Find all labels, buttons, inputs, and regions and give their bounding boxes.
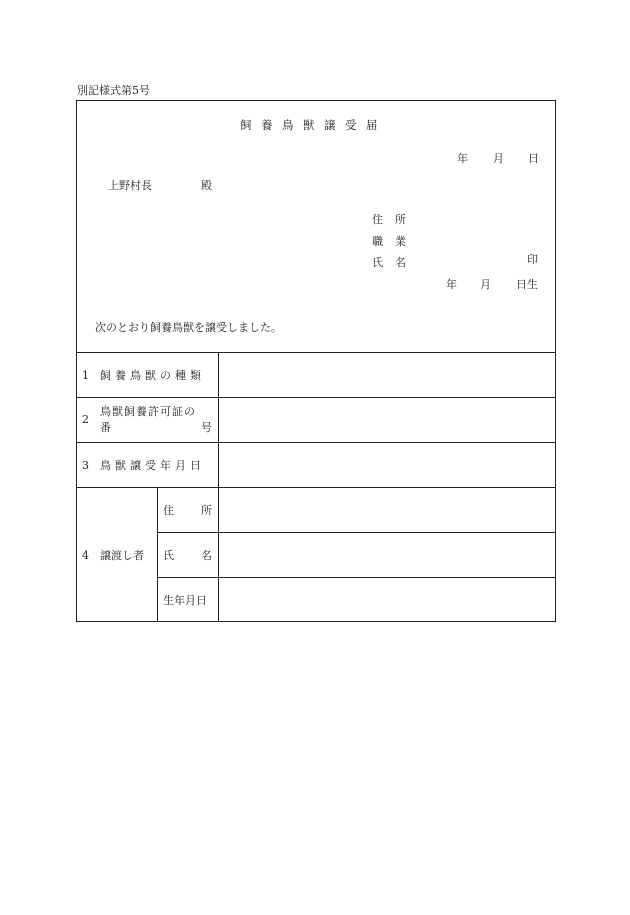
form-number: 別記様式第5号	[77, 84, 150, 97]
transferor-name-label-right: 名	[201, 549, 212, 562]
sub-column-divider	[157, 487, 158, 622]
row-3-label: 鳥獣譲受年月日	[100, 459, 205, 472]
permit-number-field[interactable]	[219, 398, 555, 442]
transferor-birthdate-field[interactable]	[219, 578, 555, 621]
row-4-label: 譲渡し者	[100, 549, 144, 562]
addressee-honorific: 殿	[201, 179, 212, 192]
transfer-date-field[interactable]	[219, 443, 555, 487]
addressee-name: 上野村長	[108, 179, 152, 192]
row-1-number: 1	[82, 369, 89, 382]
birth-day-label: 日生	[516, 278, 538, 291]
transferor-name-label-left: 氏	[163, 549, 174, 562]
form-title: 飼養鳥獣譲受届	[240, 118, 387, 132]
date-year-label: 年	[457, 152, 468, 165]
row-3-number: 3	[82, 459, 89, 472]
row-2-label-line2-right: 号	[201, 421, 212, 434]
statement-text: 次のとおり飼養鳥獣を譲受しました。	[95, 321, 282, 334]
species-field[interactable]	[219, 353, 555, 397]
seal-label: 印	[527, 253, 538, 266]
birth-month-label: 月	[480, 278, 491, 291]
row-2-number: 2	[82, 413, 89, 426]
row-2-label-line1: 鳥獣飼養許可証の	[100, 405, 196, 418]
transferor-name-field[interactable]	[219, 533, 555, 577]
date-month-label: 月	[493, 152, 504, 165]
date-day-label: 日	[528, 152, 539, 165]
applicant-birthdate	[0, 276, 630, 290]
transferor-address-label-left: 住	[163, 504, 174, 517]
submission-date	[0, 150, 630, 164]
birth-year-label: 年	[446, 278, 457, 291]
transferor-address-label-right: 所	[201, 504, 212, 517]
row-4-number: 4	[82, 549, 89, 562]
transferor-birthdate-label: 生年月日	[163, 594, 207, 607]
transferor-address-field[interactable]	[219, 488, 555, 532]
row-2-label-line2-left: 番	[100, 421, 111, 434]
row-1-label: 飼養鳥獣の種類	[100, 369, 205, 382]
